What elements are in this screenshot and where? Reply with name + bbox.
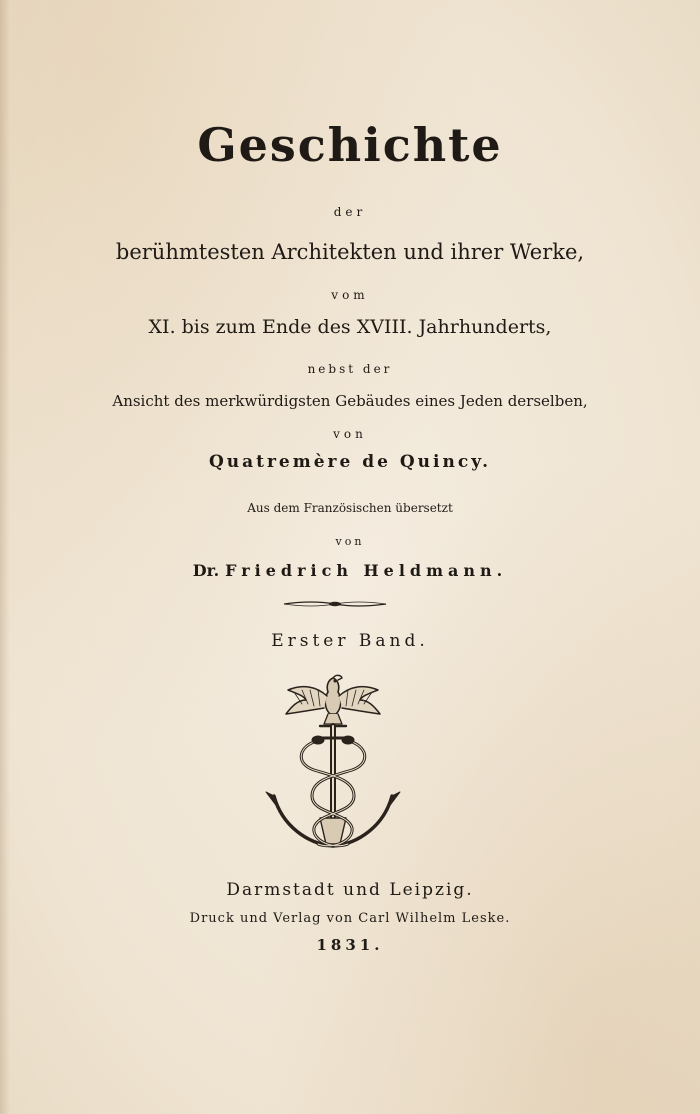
- volume-label: Erster Band.: [271, 631, 429, 651]
- author-name: Quatremère de Quincy.: [208, 452, 492, 472]
- eagle-anchor-serpent-emblem: [258, 668, 408, 864]
- connector-von-author: von: [333, 427, 367, 441]
- imprint-place: Darmstadt und Leipzig.: [226, 880, 474, 900]
- imprint-year: 1831.: [316, 936, 384, 954]
- imprint-publisher: Druck und Verlag von Carl Wilhelm Leske.: [189, 911, 511, 926]
- ornamental-rule-icon: [282, 597, 388, 611]
- connector-von-translator: von: [335, 535, 365, 548]
- translator-name: Friedrich Heldmann.: [225, 561, 508, 580]
- view-line: Ansicht des merkwürdigsten Gebäudes eines Jeden derselben,: [112, 392, 588, 410]
- translator-line: [0, 561, 700, 580]
- translator-title: Dr.: [192, 561, 220, 580]
- book-title: Geschichte: [197, 118, 503, 172]
- connector-nebst-der: nebst der: [307, 362, 393, 376]
- connector-der: der: [333, 205, 367, 219]
- book-subtitle: berühmtesten Architekten und ihrer Werke,: [115, 240, 585, 264]
- connector-vom: vom: [331, 288, 369, 302]
- period-line: XI. bis zum Ende des XVIII. Jahrhunderts,: [148, 316, 552, 338]
- translation-note: Aus dem Französischen übersetzt: [247, 501, 453, 515]
